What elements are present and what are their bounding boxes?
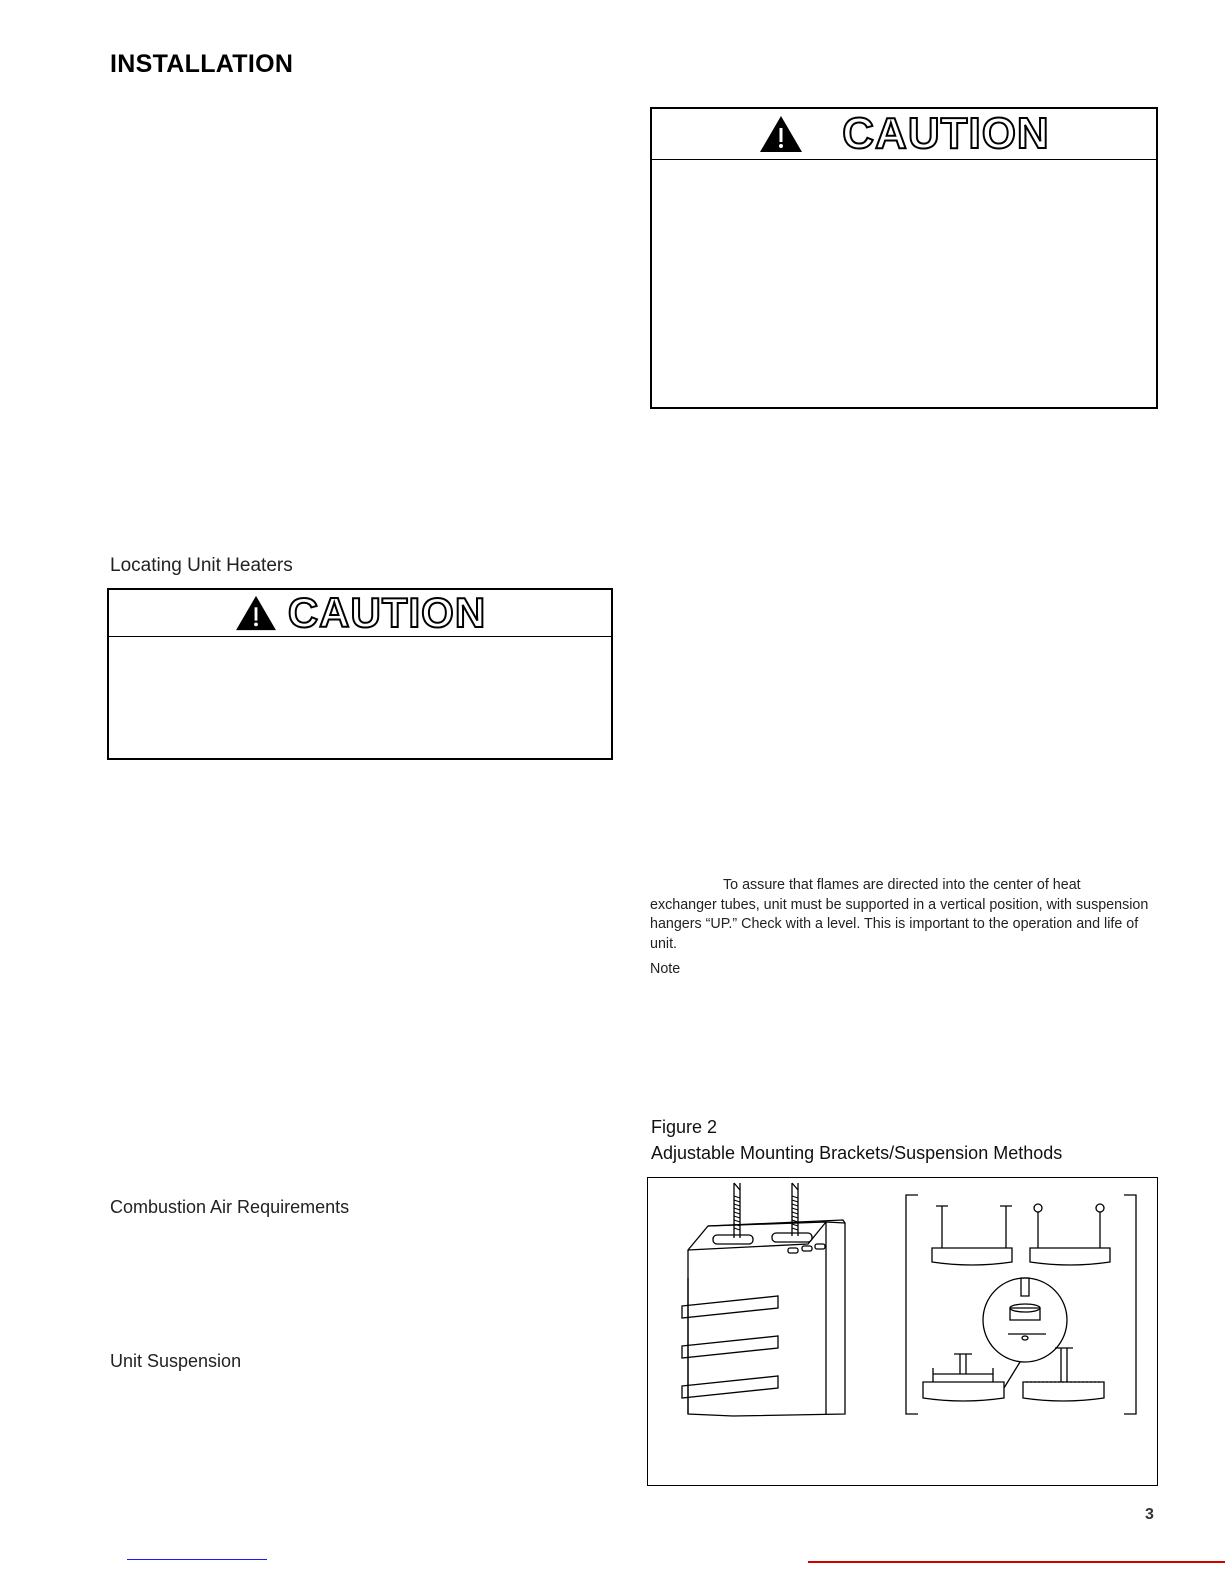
footer-bar — [808, 1561, 1225, 1563]
figure-label: Figure 2 — [651, 1117, 718, 1137]
figure-caption: Adjustable Mounting Brackets/Suspension Methods — [651, 1143, 1063, 1163]
note-label: Note — [650, 961, 681, 977]
suspension-paragraph — [650, 876, 1150, 954]
page-title: INSTALLATION — [110, 50, 294, 78]
caution-label: CAUTION — [842, 109, 1050, 158]
suspension-text: To assure that flames are directed into the center of heat exchanger tubes, unit must be supported in a vertical position, with suspension hangers “UP.” Check with a level. This is important to the operation and life of unit. — [650, 877, 1149, 952]
page-number: 3 — [1145, 1506, 1154, 1523]
caution-box-locating — [107, 588, 613, 760]
caution-label: CAUTION — [287, 589, 487, 636]
mounting-brackets-illustration — [648, 1178, 1157, 1485]
section-heading-locating: Locating Unit Heaters — [110, 555, 293, 576]
section-heading-combustion: Combustion Air Requirements — [110, 1197, 350, 1217]
warning-triangle-icon — [758, 114, 804, 154]
footer-link-underline — [127, 1559, 267, 1560]
figure-box — [647, 1177, 1158, 1486]
warning-triangle-icon — [234, 594, 278, 632]
caution-box-top — [650, 107, 1158, 409]
section-heading-suspension: Unit Suspension — [110, 1351, 242, 1371]
